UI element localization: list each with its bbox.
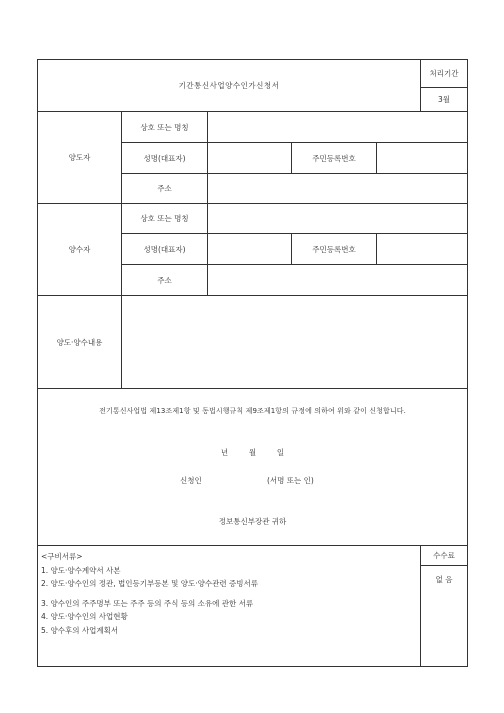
transferee-address-field[interactable] xyxy=(208,265,468,296)
transferor-representative-field[interactable] xyxy=(208,143,292,174)
required-documents xyxy=(38,546,421,667)
transferee-representative-field[interactable] xyxy=(208,234,292,265)
transferor-section-label: 양도자 xyxy=(38,112,122,204)
transferor-trade-name-field[interactable] xyxy=(208,112,468,143)
processing-period-label: 처리기간 xyxy=(421,60,468,88)
applicant-label: 신청인 xyxy=(180,476,202,485)
transferor-address-label: 주소 xyxy=(122,174,208,204)
document-item-2: 2. 양도·양수인의 정관, 법인등기부등본 및 양도·양수관련 증빙서류 xyxy=(41,579,258,588)
signature-label: (서명 또는 인) xyxy=(267,476,314,485)
transferee-representative-label: 성명(대표자) xyxy=(122,234,208,265)
transfer-content-field[interactable] xyxy=(122,296,468,389)
recipient: 정보통신부장관 귀하 xyxy=(218,517,287,526)
transferor-resident-number-label: 주민등록번호 xyxy=(292,143,377,174)
transferee-trade-name-label: 상호 또는 명칭 xyxy=(122,204,208,234)
transferee-trade-name-field[interactable] xyxy=(208,204,468,234)
document-item-5: 5. 양수후의 사업계획서 xyxy=(41,625,119,635)
document-item-3: 3. 양수인의 주주명부 또는 주주 등의 주식 등의 소유에 관한 서류 xyxy=(41,598,254,608)
processing-period-value: 3월 xyxy=(421,88,468,112)
date-line: 년 월 일 xyxy=(220,448,285,457)
transferor-representative-label: 성명(대표자) xyxy=(122,143,208,174)
transferee-section-label: 양수자 xyxy=(38,204,122,296)
declaration-statement: 전기통신사업법 제13조제1항 및 동법시행규칙 제9조제1항의 규정에 의하여 위와 같이 신청합니다. xyxy=(99,407,406,415)
transferee-address-label: 주소 xyxy=(122,265,208,296)
transfer-content-label: 양도·양수내용 xyxy=(38,296,122,389)
transferor-trade-name-label: 상호 또는 명칭 xyxy=(122,112,208,143)
form-title: 기간통신사업양수인가신청서 xyxy=(38,60,421,112)
fee-label: 수수료 xyxy=(421,546,468,566)
declaration-block xyxy=(38,389,468,546)
transferor-address-field[interactable] xyxy=(208,174,468,204)
document-item-4: 4. 양도·양수인의 사업현황 xyxy=(41,612,128,621)
fee-value: 없 음 xyxy=(421,566,468,667)
transferee-resident-number-label: 주민등록번호 xyxy=(292,234,377,265)
document-item-1: 1. 양도·양수계약서 사본 xyxy=(41,565,121,575)
transferee-resident-number-field[interactable] xyxy=(377,234,468,265)
application-form xyxy=(37,59,468,667)
documents-header: <구비서류> xyxy=(41,552,83,561)
transferor-resident-number-field[interactable] xyxy=(377,143,468,174)
